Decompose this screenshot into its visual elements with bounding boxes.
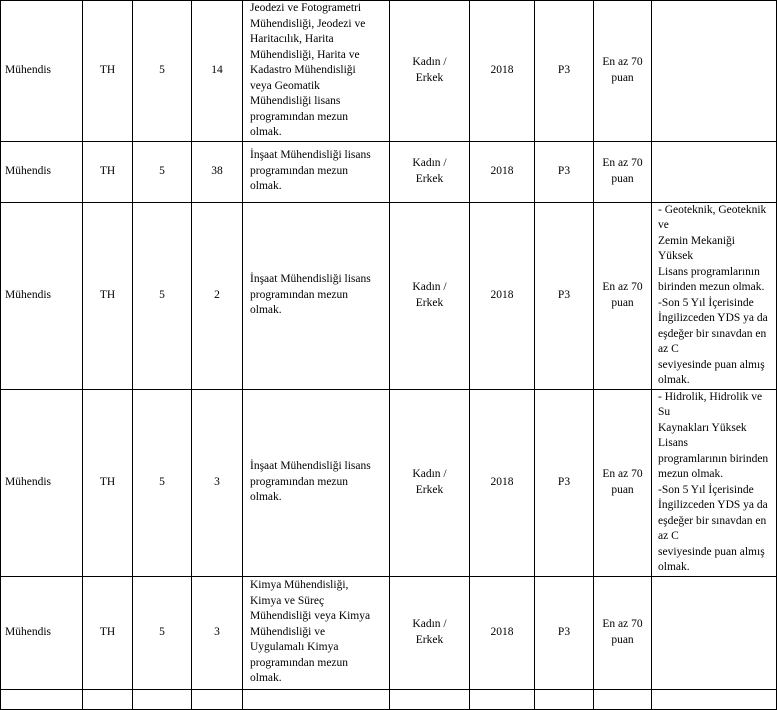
grade-cell: 5 [133,389,192,576]
grade-cell: 5 [133,202,192,389]
cell-line: olmak. [250,126,282,138]
cell-line: Kadın / [412,468,447,480]
cell-line: olmak. [250,304,282,317]
gender-cell [390,1,470,142]
qualification-cell [243,1,390,142]
cell-line: olmak. [658,561,690,573]
cell-line: En az 70 [602,468,643,480]
empty-cell [470,689,535,709]
cell-line: Zemin Mekaniği Yüksek [658,234,735,262]
cell-line: programından mezun [250,475,349,488]
score-type-cell: P3 [535,389,594,576]
cell-line: olmak. [658,374,690,386]
cell-line: Erkek [415,71,444,84]
cell-line: Erkek [415,633,444,646]
cell-line: puan [611,172,634,185]
cell-line: puan [611,296,634,309]
qualification-cell [243,141,390,202]
count-cell: 14 [192,1,243,142]
cell-line: programından mezun [250,288,349,301]
title-cell: Mühendis [1,141,83,202]
year-cell: 2018 [470,389,535,576]
cell-line: seviyesinde puan almış [658,358,765,371]
cell-line: puan [611,483,634,496]
cell-line: mezun olmak. [658,468,724,480]
cell-line: Kadın / [412,618,447,630]
score-type-cell: P3 [535,202,594,389]
cell-line: Kadın / [412,157,447,169]
min-score-cell [594,576,652,689]
title-cell: Mühendis [1,1,83,142]
min-score-cell [594,141,652,202]
grade-cell: 5 [133,1,192,142]
year-cell: 2018 [470,202,535,389]
empty-cell [83,689,133,709]
notes-cell [652,576,777,689]
cell-line: En az 70 [602,157,643,169]
notes-cell [652,389,777,576]
notes-cell [652,202,777,389]
cell-line: programından mezun [250,110,349,123]
cell-line: İnşaat Mühendisliği lisans [250,273,371,286]
table-row [1,389,777,576]
kind-cell: TH [83,141,133,202]
cell-line: -Son 5 Yıl İçerisinde [658,296,754,309]
kind-cell: TH [83,1,133,142]
title-cell: Mühendis [1,202,83,389]
cell-line: Erkek [415,296,444,309]
title-cell: Mühendis [1,389,83,576]
gender-cell [390,576,470,689]
kind-cell: TH [83,389,133,576]
notes-cell [652,141,777,202]
cell-line: Uygulamalı Kimya [250,641,339,654]
grade-cell: 5 [133,576,192,689]
table-row [1,202,777,389]
table-row [1,576,777,689]
cell-line: İnşaat Mühendisliği lisans [250,149,371,162]
cell-line: Erkek [415,172,444,185]
cell-line: puan [611,71,634,84]
qualification-cell [243,576,390,689]
empty-cell [192,689,243,709]
cell-line: eşdeğer bir sınavdan en az C [658,514,767,542]
qualification-cell [243,202,390,389]
cell-line: İngilizceden YDS ya da [658,499,768,511]
empty-cell [243,689,390,709]
cell-line: Kaynakları Yüksek Lisans [658,421,747,449]
min-score-cell [594,1,652,142]
kind-cell: TH [83,576,133,689]
cell-line: En az 70 [602,281,643,293]
score-type-cell: P3 [535,576,594,689]
cell-line: programından mezun [250,164,349,177]
cell-line: Mühendisliği, Jeodezi ve [250,17,366,30]
cell-line: - Hidrolik, Hidrolik ve Su [658,390,763,418]
cell-line: - Geoteknik, Geoteknik ve [658,203,767,231]
cell-line: İnşaat Mühendisliği lisans [250,460,371,473]
gender-cell [390,141,470,202]
cell-line: Kadın / [412,281,447,293]
cell-line: Kimya ve Süreç [250,594,325,607]
gender-cell [390,389,470,576]
cell-line: Erkek [415,483,444,496]
year-cell: 2018 [470,1,535,142]
cell-line: -Son 5 Yıl İçerisinde [658,483,754,496]
cell-line: eşdeğer bir sınavdan en az C [658,327,767,355]
notes-cell [652,1,777,142]
cell-line: puan [611,633,634,646]
empty-cell [652,689,777,709]
cell-line: veya Geomatik [250,79,320,92]
cell-line: programlarının birinden [658,452,769,465]
count-cell: 2 [192,202,243,389]
empty-cell [390,689,470,709]
table-row [1,1,777,142]
cell-line: Mühendisliği, Harita ve [250,48,360,61]
cell-line: Haritacılık, Harita [250,33,334,45]
table-row [1,141,777,202]
cell-line: programından mezun [250,656,349,669]
count-cell: 38 [192,141,243,202]
cell-line: Mühendisliği lisans [250,95,341,107]
title-cell: Mühendis [1,576,83,689]
cell-line: olmak. [250,491,282,504]
cell-line: birinden mezun olmak. [658,281,765,293]
empty-cell [133,689,192,709]
empty-cell [1,689,83,709]
year-cell: 2018 [470,141,535,202]
count-cell: 3 [192,576,243,689]
empty-cell [535,689,594,709]
cell-line: Mühendisliği ve [250,625,326,638]
cell-line: Kadastro Mühendisliği [250,64,356,76]
table-row-partial [1,689,777,709]
gender-cell [390,202,470,389]
qualification-cell [243,389,390,576]
grade-cell: 5 [133,141,192,202]
cell-line: olmak. [250,672,282,685]
year-cell: 2018 [470,576,535,689]
kind-cell: TH [83,202,133,389]
cell-line: Lisans programlarının [658,265,760,278]
empty-cell [594,689,652,709]
cell-line: En az 70 [602,618,643,630]
cell-line: Mühendisliği veya Kimya [250,610,371,623]
cell-line: Kadın / [412,56,447,69]
cell-line: Jeodezi ve Fotogrametri [250,2,362,14]
cell-line: olmak. [250,180,282,193]
min-score-cell [594,389,652,576]
min-score-cell [594,202,652,389]
cell-line: Kimya Mühendisliği, [250,579,349,592]
cell-line: seviyesinde puan almış [658,545,765,558]
cell-line: En az 70 [602,56,643,69]
count-cell: 3 [192,389,243,576]
score-type-cell: P3 [535,141,594,202]
score-type-cell: P3 [535,1,594,142]
cell-line: İngilizceden YDS ya da [658,312,768,324]
